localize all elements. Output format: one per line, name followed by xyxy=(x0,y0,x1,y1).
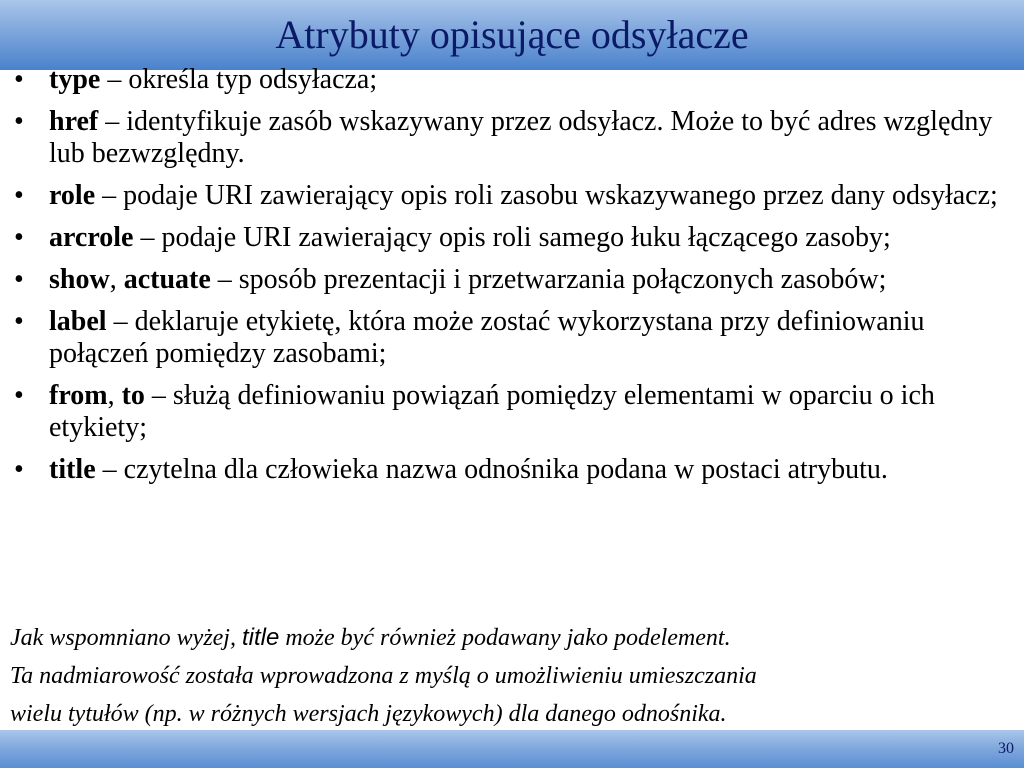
bullet-term: href xyxy=(49,106,99,137)
note-text: może być również podawany jako podelement. xyxy=(279,625,731,651)
bullet-dot: • xyxy=(14,222,24,253)
notes-section xyxy=(10,619,1010,733)
note-line xyxy=(10,619,1010,657)
bullet-term: arcrole xyxy=(49,222,134,253)
bullet-separator: , xyxy=(109,264,124,295)
note-line: wielu tytułów (np. w różnych wersjach językowych) dla danego odnośnika. xyxy=(10,701,727,727)
bullet-separator: , xyxy=(107,380,122,411)
list-item xyxy=(14,222,1004,254)
bullet-term: actuate xyxy=(123,264,211,295)
bullet-term: show xyxy=(49,264,110,295)
bullet-dot: • xyxy=(14,106,24,137)
bullet-dot: • xyxy=(14,64,24,95)
bullet-text: – podaje URI zawierający opis roli samego łuku łączącego zasoby; xyxy=(133,222,891,253)
bullet-dot: • xyxy=(14,380,24,411)
footer-bar xyxy=(0,730,1024,768)
bullet-term: from xyxy=(49,380,108,411)
page-number: 30 xyxy=(998,740,1014,757)
bullet-term: role xyxy=(49,180,96,211)
list-item xyxy=(14,306,1004,370)
bullet-term: to xyxy=(121,380,145,411)
bullet-text: – czytelna dla człowieka nazwa odnośnika podana w postaci atrybutu. xyxy=(95,454,888,485)
list-item xyxy=(14,264,1004,296)
note-text: Jak wspomniano wyżej, xyxy=(10,625,242,651)
bullet-dot: • xyxy=(14,264,24,295)
bullet-term: title xyxy=(49,454,96,485)
bullet-text: – sposób prezentacji i przetwarzania połączonych zasobów; xyxy=(210,264,887,295)
bullet-text: – określa typ odsyłacza; xyxy=(100,64,378,95)
slide-title: Atrybuty opisujące odsyłacze xyxy=(275,12,749,57)
list-item xyxy=(14,106,1004,170)
bullet-list xyxy=(14,64,1004,496)
bullet-text: – podaje URI zawierający opis roli zasobu wskazywanego przez dany odsyłacz; xyxy=(95,180,998,211)
bullet-text: – służą definiowaniu powiązań pomiędzy elementami w oparciu o ich etykiety; xyxy=(49,380,935,443)
bullet-text: – deklaruje etykietę, która może zostać wykorzystana przy definiowaniu połączeń pomiędzy zasobami; xyxy=(49,306,925,369)
list-item xyxy=(14,454,1004,486)
list-item xyxy=(14,64,1004,96)
bullet-text: – identyfikuje zasób wskazywany przez odsyłacz. Może to być adres względny lub bezwzględny. xyxy=(49,106,993,169)
bullet-dot: • xyxy=(14,454,24,485)
note-line: Ta nadmiarowość została wprowadzona z myślą o umożliwieniu umieszczania xyxy=(10,663,757,689)
list-item xyxy=(14,380,1004,444)
list-item xyxy=(14,180,1004,212)
bullet-dot: • xyxy=(14,180,24,211)
bullet-term: type xyxy=(49,64,101,95)
note-title-word: title xyxy=(241,624,280,651)
bullet-dot: • xyxy=(14,306,24,337)
bullet-term: label xyxy=(49,306,107,337)
